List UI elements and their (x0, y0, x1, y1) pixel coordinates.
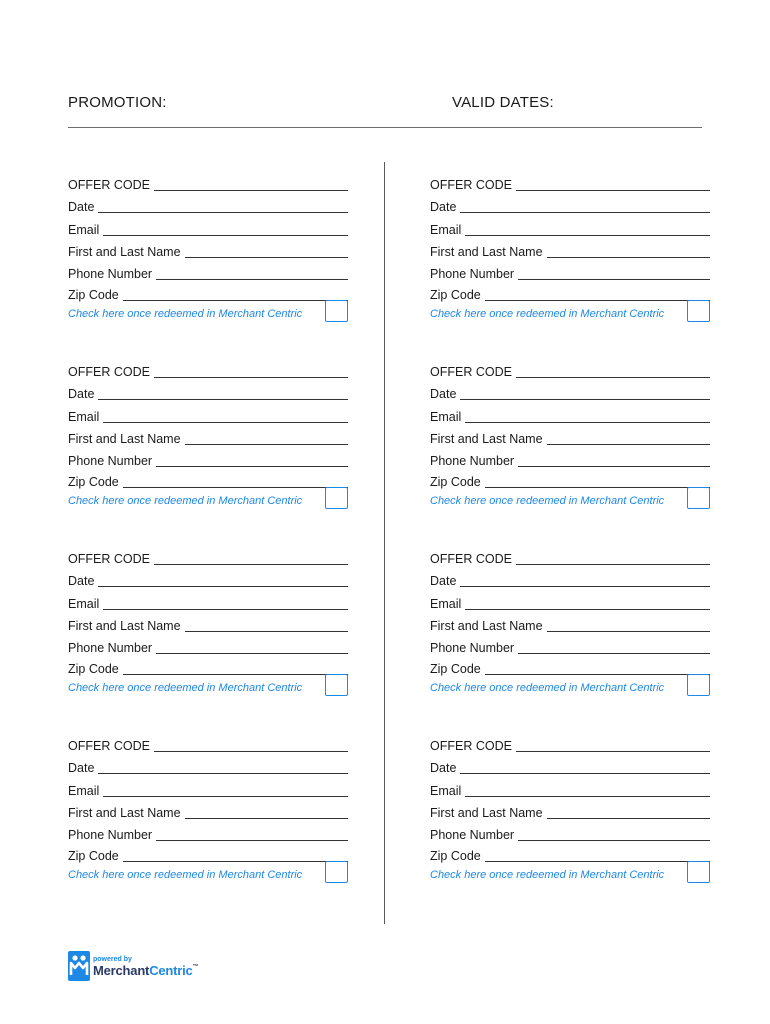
email-label: Email (68, 597, 103, 611)
merchant-centric-logo (68, 951, 198, 981)
name-label: First and Last Name (68, 806, 185, 820)
fill-in-line[interactable] (430, 422, 710, 423)
fill-in-line[interactable] (68, 773, 348, 774)
date-label: Date (430, 387, 460, 401)
logo-name-centric: Centric (149, 962, 193, 978)
email-field[interactable] (68, 783, 350, 799)
phone-field[interactable] (430, 266, 712, 282)
redeemed-checkbox[interactable] (325, 861, 348, 883)
email-field[interactable] (68, 409, 350, 425)
coupon-block (68, 738, 350, 908)
phone-label: Phone Number (430, 828, 518, 842)
name-label: First and Last Name (430, 245, 547, 259)
name-field[interactable] (430, 244, 712, 260)
email-field[interactable] (430, 222, 712, 238)
name-label: First and Last Name (430, 432, 547, 446)
fill-in-line[interactable] (68, 399, 348, 400)
email-field[interactable] (68, 222, 350, 238)
name-label: First and Last Name (430, 806, 547, 820)
coupon-block (430, 364, 712, 534)
phone-label: Phone Number (68, 454, 156, 468)
header-divider (68, 127, 702, 128)
email-label: Email (68, 223, 103, 237)
name-label: First and Last Name (430, 619, 547, 633)
date-field[interactable] (68, 386, 350, 402)
phone-label: Phone Number (68, 828, 156, 842)
zip-field[interactable] (430, 848, 712, 864)
redeemed-checkbox[interactable] (687, 300, 710, 322)
date-label: Date (430, 761, 460, 775)
name-field[interactable] (430, 431, 712, 447)
coupon-block (430, 177, 712, 347)
email-field[interactable] (430, 409, 712, 425)
name-field[interactable] (430, 618, 712, 634)
offer-code-label: OFFER CODE (430, 552, 516, 566)
redeem-instruction: Check here once redeemed in Merchant Centric (68, 869, 303, 881)
coupon-block (430, 551, 712, 721)
phone-field[interactable] (68, 827, 350, 843)
phone-field[interactable] (430, 640, 712, 656)
fill-in-line[interactable] (68, 586, 348, 587)
zip-field[interactable] (430, 474, 712, 490)
fill-in-line[interactable] (68, 422, 348, 423)
offer-code-field[interactable] (430, 364, 712, 380)
redeemed-checkbox[interactable] (325, 300, 348, 322)
phone-label: Phone Number (68, 267, 156, 281)
zip-label: Zip Code (68, 475, 123, 489)
fill-in-line[interactable] (430, 212, 710, 213)
redeem-instruction: Check here once redeemed in Merchant Centric (430, 495, 665, 507)
date-label: Date (430, 200, 460, 214)
offer-code-label: OFFER CODE (68, 178, 154, 192)
zip-label: Zip Code (430, 662, 485, 676)
zip-label: Zip Code (430, 475, 485, 489)
name-field[interactable] (68, 618, 350, 634)
fill-in-line[interactable] (68, 235, 348, 236)
redeem-instruction: Check here once redeemed in Merchant Centric (68, 495, 303, 507)
logo-trademark: ™ (192, 963, 199, 970)
email-label: Email (430, 597, 465, 611)
date-field[interactable] (68, 760, 350, 776)
phone-label: Phone Number (68, 641, 156, 655)
phone-field[interactable] (68, 266, 350, 282)
offer-code-field[interactable] (68, 738, 350, 754)
coupon-block (430, 738, 712, 908)
redeemed-checkbox[interactable] (687, 674, 710, 696)
offer-code-field[interactable] (430, 177, 712, 193)
coupon-block (68, 177, 350, 347)
phone-label: Phone Number (430, 641, 518, 655)
redeem-instruction: Check here once redeemed in Merchant Centric (68, 308, 303, 320)
offer-code-field[interactable] (68, 551, 350, 567)
offer-code-label: OFFER CODE (68, 365, 154, 379)
date-field[interactable] (430, 760, 712, 776)
phone-field[interactable] (68, 640, 350, 656)
email-field[interactable] (430, 596, 712, 612)
name-label: First and Last Name (68, 432, 185, 446)
fill-in-line[interactable] (430, 609, 710, 610)
email-label: Email (430, 223, 465, 237)
date-field[interactable] (430, 386, 712, 402)
date-field[interactable] (430, 573, 712, 589)
date-label: Date (68, 761, 98, 775)
redeem-instruction: Check here once redeemed in Merchant Centric (430, 308, 665, 320)
fill-in-line[interactable] (430, 796, 710, 797)
redeem-instruction: Check here once redeemed in Merchant Centric (68, 682, 303, 694)
zip-field[interactable] (68, 661, 350, 677)
offer-code-field[interactable] (430, 738, 712, 754)
email-field[interactable] (68, 596, 350, 612)
powered-by-text: powered by (93, 955, 132, 963)
zip-field[interactable] (68, 848, 350, 864)
redeemed-checkbox[interactable] (687, 861, 710, 883)
name-field[interactable] (68, 431, 350, 447)
zip-label: Zip Code (68, 662, 123, 676)
phone-label: Phone Number (430, 454, 518, 468)
coupon-block (68, 551, 350, 721)
phone-field[interactable] (430, 827, 712, 843)
redeemed-checkbox[interactable] (687, 487, 710, 509)
column-divider (384, 162, 385, 924)
date-label: Date (68, 387, 98, 401)
zip-field[interactable] (430, 287, 712, 303)
phone-field[interactable] (430, 453, 712, 469)
fill-in-line[interactable] (430, 773, 710, 774)
phone-field[interactable] (68, 453, 350, 469)
fill-in-line[interactable] (430, 399, 710, 400)
date-field[interactable] (68, 199, 350, 215)
date-label: Date (68, 574, 98, 588)
redeem-instruction: Check here once redeemed in Merchant Centric (430, 869, 665, 881)
coupon-block (68, 364, 350, 534)
email-label: Email (68, 784, 103, 798)
offer-code-field[interactable] (68, 177, 350, 193)
zip-field[interactable] (68, 474, 350, 490)
offer-code-field[interactable] (68, 364, 350, 380)
email-field[interactable] (430, 783, 712, 799)
zip-field[interactable] (430, 661, 712, 677)
name-label: First and Last Name (68, 245, 185, 259)
fill-in-line[interactable] (430, 586, 710, 587)
redeemed-checkbox[interactable] (325, 487, 348, 509)
fill-in-line[interactable] (430, 235, 710, 236)
name-field[interactable] (68, 244, 350, 260)
date-field[interactable] (430, 199, 712, 215)
zip-label: Zip Code (430, 288, 485, 302)
fill-in-line[interactable] (68, 609, 348, 610)
date-field[interactable] (68, 573, 350, 589)
zip-label: Zip Code (430, 849, 485, 863)
fill-in-line[interactable] (68, 212, 348, 213)
offer-code-label: OFFER CODE (430, 365, 516, 379)
promotion-label: PROMOTION: (68, 94, 167, 111)
merchant-centric-logo-icon (68, 951, 90, 981)
fill-in-line[interactable] (68, 796, 348, 797)
zip-field[interactable] (68, 287, 350, 303)
name-label: First and Last Name (68, 619, 185, 633)
email-label: Email (430, 410, 465, 424)
offer-code-label: OFFER CODE (430, 739, 516, 753)
redeemed-checkbox[interactable] (325, 674, 348, 696)
valid-dates-label: VALID DATES: (452, 94, 554, 111)
offer-code-field[interactable] (430, 551, 712, 567)
zip-label: Zip Code (68, 849, 123, 863)
offer-code-label: OFFER CODE (68, 552, 154, 566)
date-label: Date (430, 574, 460, 588)
email-label: Email (430, 784, 465, 798)
offer-code-label: OFFER CODE (430, 178, 516, 192)
date-label: Date (68, 200, 98, 214)
logo-name-merchant: Merchant (93, 962, 150, 978)
email-label: Email (68, 410, 103, 424)
zip-label: Zip Code (68, 288, 123, 302)
name-field[interactable] (68, 805, 350, 821)
redeem-instruction: Check here once redeemed in Merchant Centric (430, 682, 665, 694)
phone-label: Phone Number (430, 267, 518, 281)
offer-code-label: OFFER CODE (68, 739, 154, 753)
name-field[interactable] (430, 805, 712, 821)
